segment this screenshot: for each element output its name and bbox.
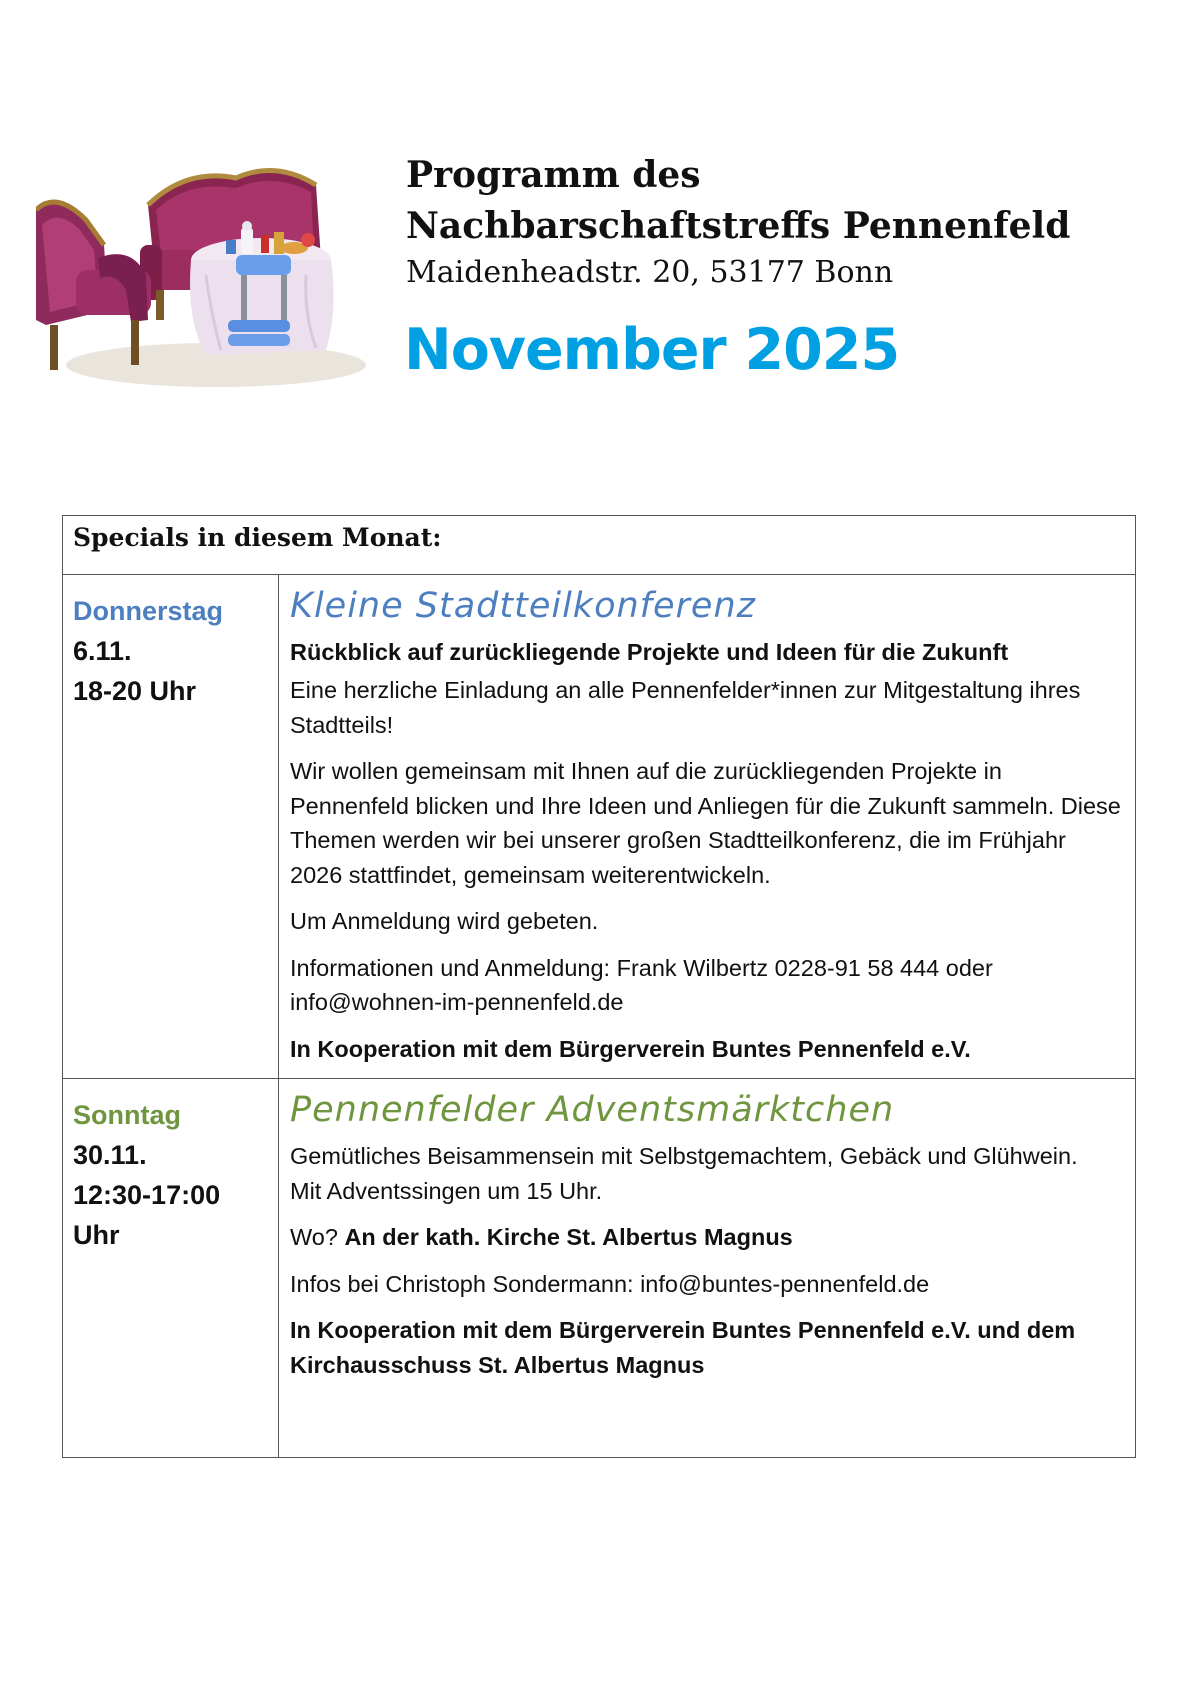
location-value: An der kath. Kirche St. Albertus Magnus	[344, 1224, 793, 1250]
program-table	[62, 515, 1136, 1458]
title-line-2: Nachbarschaftstreffs Pennenfeld	[406, 205, 1071, 247]
event-content-cell	[279, 1079, 1136, 1458]
event-description-2: Mit Adventssingen um 15 Uhr.	[290, 1177, 603, 1204]
specials-header-row	[63, 516, 1136, 575]
specials-header-cell	[63, 516, 1136, 575]
event-date-cell	[63, 1079, 279, 1458]
event-time: 18-20 Uhr	[73, 676, 197, 706]
event-date-cell	[63, 575, 279, 1079]
header-furniture-image	[36, 150, 366, 400]
header	[406, 150, 1146, 386]
event-paragraph: Um Anmeldung wird gebeten.	[290, 908, 599, 934]
event-weekday: Donnerstag	[73, 596, 224, 626]
month-heading: November 2025	[404, 317, 900, 383]
event-date: 6.11.	[73, 636, 132, 666]
event-weekday: Sonntag	[73, 1100, 181, 1130]
event-subtitle: Rückblick auf zurückliegende Projekte und Ideen für die Zukunft	[290, 639, 1009, 665]
event-content-cell	[279, 575, 1136, 1079]
event-info: Infos bei Christoph Sondermann: info@buntes-pennenfeld.de	[290, 1270, 930, 1297]
title-line-1: Programm des	[406, 154, 701, 196]
event-description: Gemütliches Beisammensein mit Selbstgemachtem, Gebäck und Glühwein.	[290, 1143, 1078, 1169]
event-cooperation: In Kooperation mit dem Bürgerverein Buntes Pennenfeld e.V.	[290, 1035, 971, 1062]
event-paragraph: Eine herzliche Einladung an alle Pennenfelder*innen zur Mitgestaltung ihres Stadtteils!	[290, 677, 1081, 738]
event-date: 30.11.	[73, 1140, 147, 1170]
event-cooperation: In Kooperation mit dem Bürgerverein Buntes Pennenfeld e.V. und dem Kirchausschuss St. Albertus Magnus	[290, 1317, 1076, 1378]
event-row-adventsmaerktchen	[63, 1079, 1136, 1458]
event-title: Pennenfelder Adventsmärktchen	[290, 1090, 895, 1130]
event-time-line-1: 12:30-17:00	[73, 1180, 221, 1210]
event-location	[290, 1220, 1123, 1255]
specials-heading: Specials in diesem Monat:	[73, 523, 442, 552]
event-row-stadtteilkonferenz	[63, 575, 1136, 1079]
address: Maidenheadstr. 20, 53177 Bonn	[406, 255, 894, 290]
location-label: Wo?	[290, 1224, 338, 1250]
event-title: Kleine Stadtteilkonferenz	[290, 586, 757, 626]
event-time-line-2: Uhr	[73, 1220, 120, 1250]
event-paragraph: Wir wollen gemeinsam mit Ihnen auf die zurückliegenden Projekte in Pennenfeld blicken und Ihre Ideen und Anliegen für die Zukunft sammeln. Diese Themen werden wir bei unserer großen Stadtteilkonferenz, die im Frühjahr 2026 stattfindet, gemeinsam weiterentwickeln.	[290, 758, 1121, 888]
event-contact: Informationen und Anmeldung: Frank Wilbertz 0228-91 58 444 oder info@wohnen-im-pennenfeld.de	[290, 954, 993, 1015]
